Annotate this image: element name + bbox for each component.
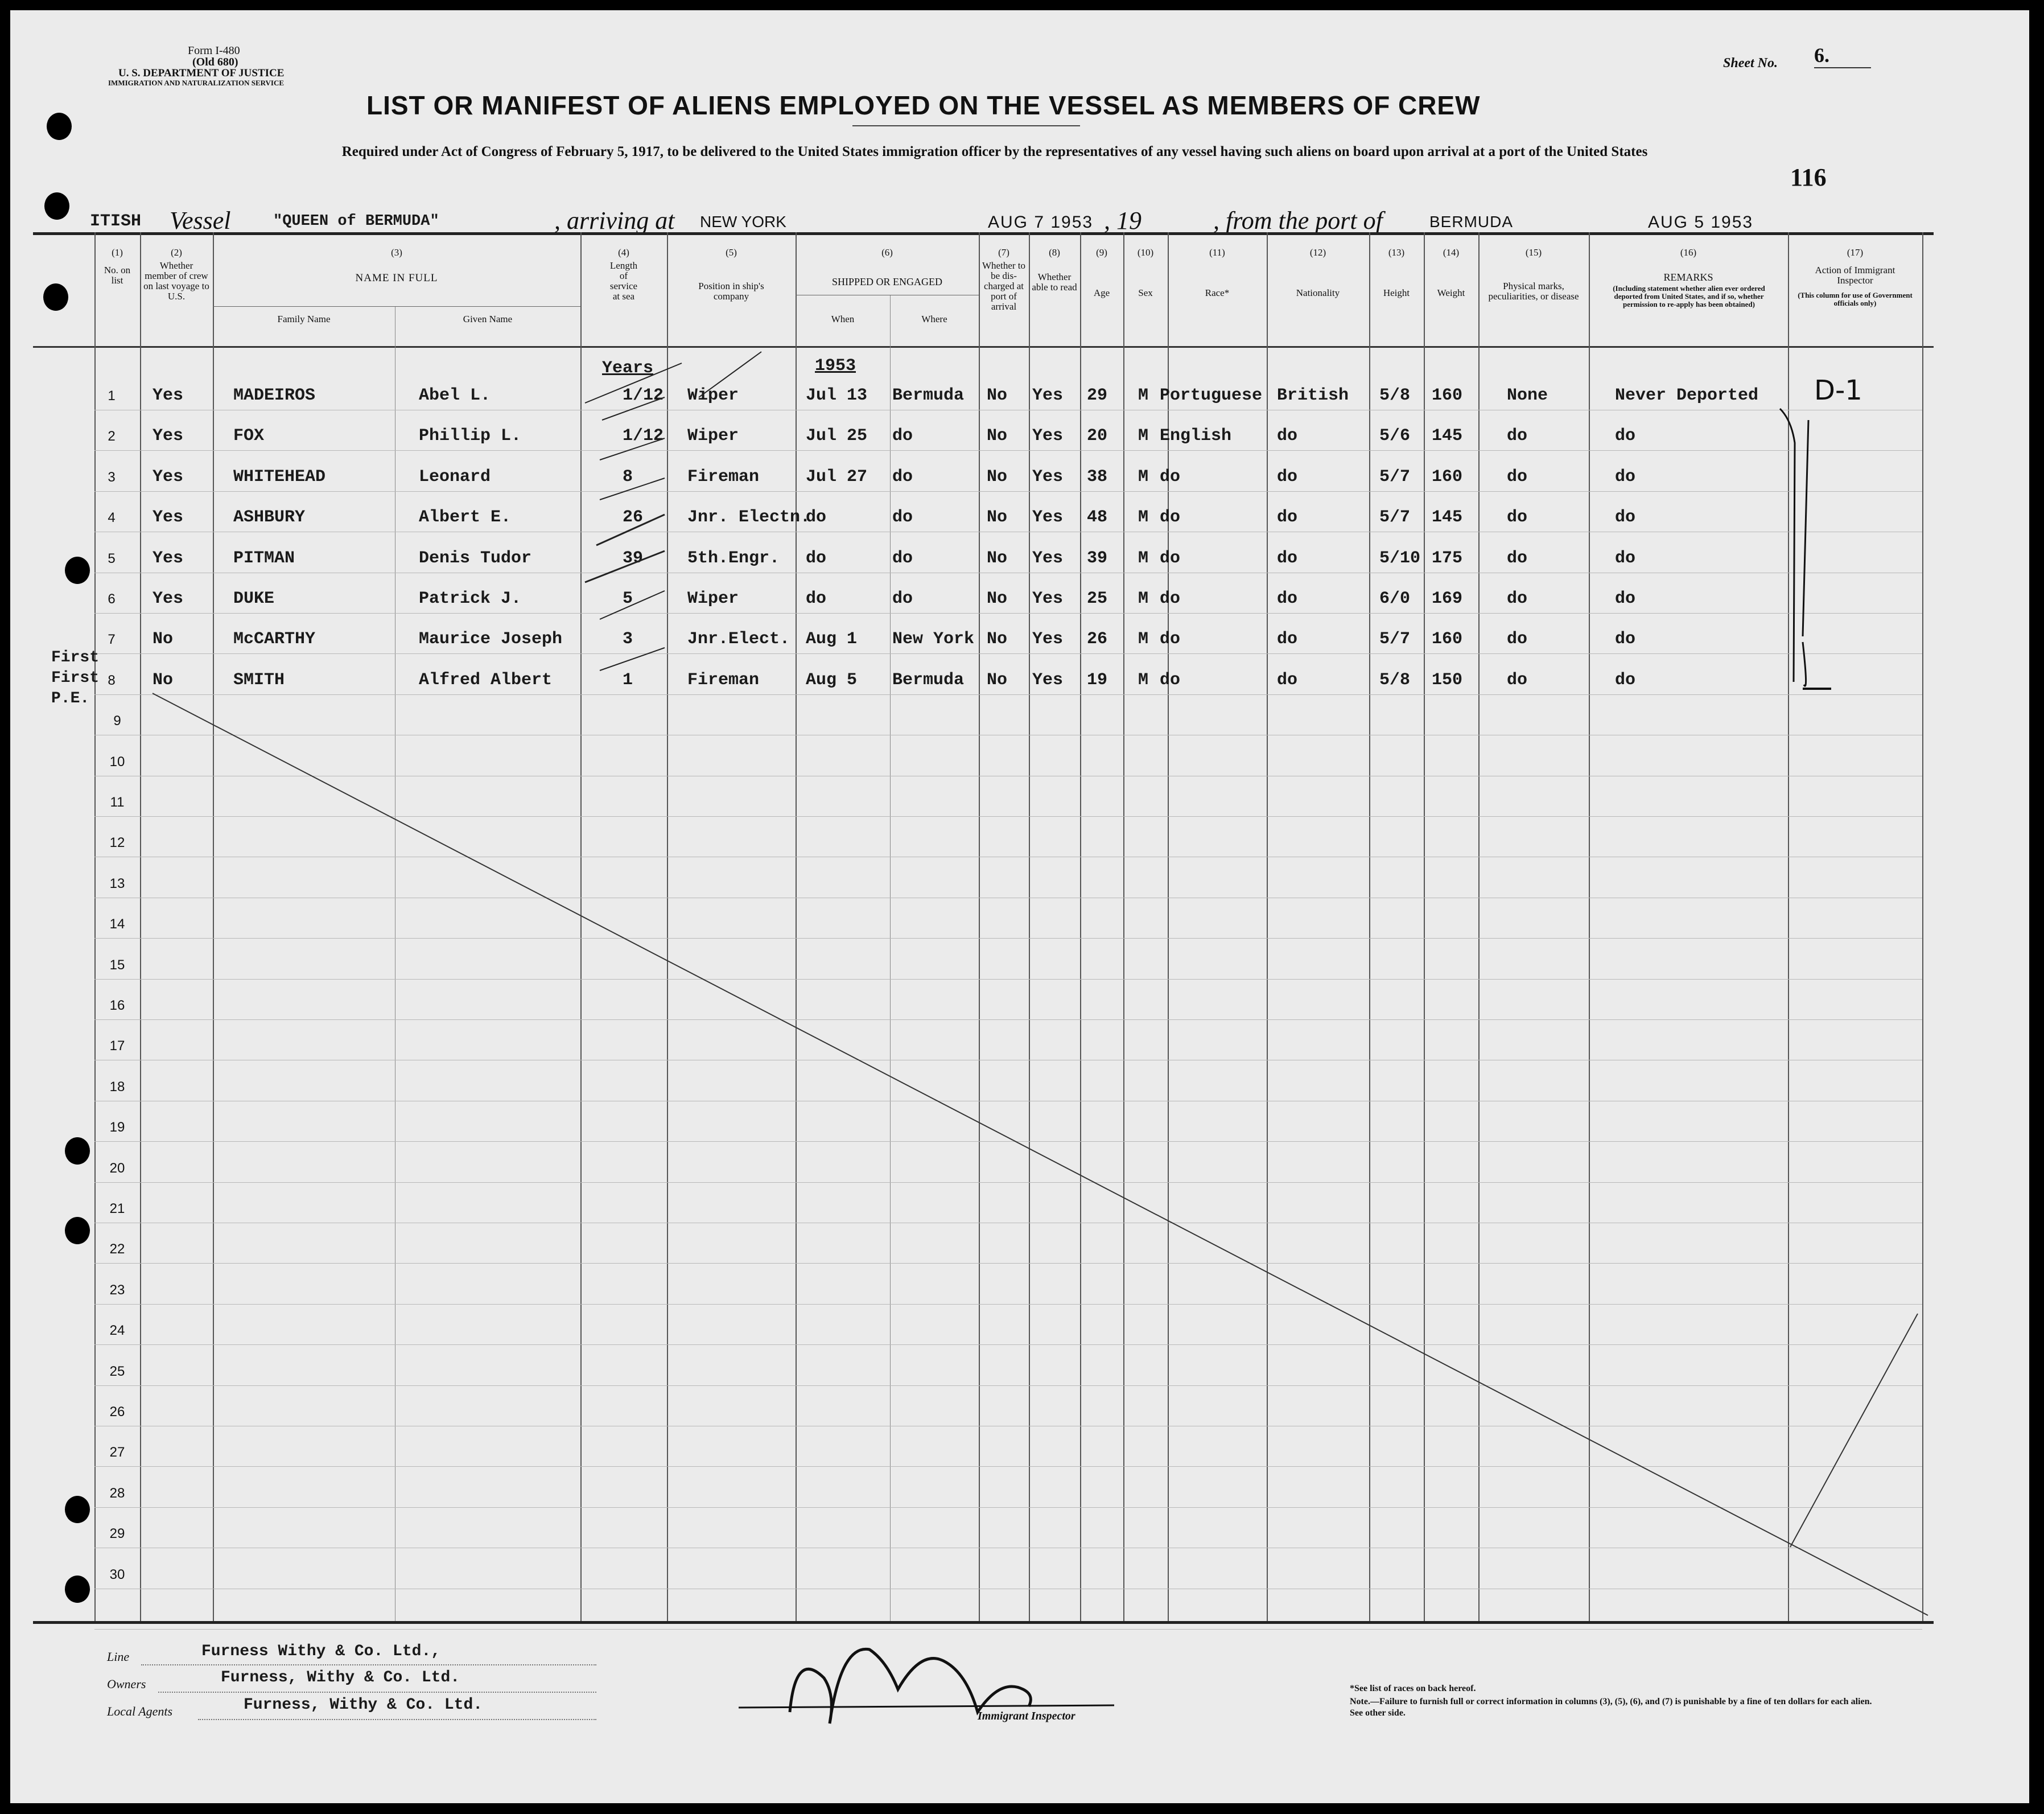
requirement-text: Required under Act of Congress of February 5, 1917, to be delivered to the United States immigration officer by the representatives of any vessel having such aliens on board upon arrival at a port of the United States bbox=[341, 144, 1648, 159]
col12-header: Nationality bbox=[1296, 287, 1340, 298]
cell-family: ASHBURY bbox=[233, 508, 306, 528]
empty-row-number: 23 bbox=[109, 1282, 125, 1298]
department: U. S. DEPARTMENT OF JUSTICE bbox=[118, 67, 285, 79]
cell-remarks: do bbox=[1615, 467, 1636, 487]
service: IMMIGRATION AND NATURALIZATION SERVICE bbox=[108, 79, 285, 87]
cell-height: 6/0 bbox=[1379, 589, 1411, 608]
cell-discharged: No bbox=[987, 548, 1008, 568]
empty-row-number: 18 bbox=[109, 1079, 125, 1095]
sheet-number: 6. bbox=[1814, 43, 1871, 68]
column-rule bbox=[1922, 232, 1923, 1621]
departure-date: AUG 5 1953 bbox=[1648, 213, 1754, 232]
empty-row-number: 10 bbox=[109, 754, 125, 770]
cell-race: Portuguese bbox=[1160, 386, 1263, 405]
row-number: 3 bbox=[108, 469, 116, 485]
col4-header: Length of service at sea bbox=[609, 260, 638, 302]
cell-remarks: Never Deported bbox=[1615, 386, 1759, 405]
cell-family: PITMAN bbox=[233, 548, 295, 568]
owners-value: Furness, Withy & Co. Ltd. bbox=[221, 1669, 460, 1687]
row-rule bbox=[94, 938, 1922, 939]
col17-number: (17) bbox=[1847, 247, 1864, 258]
cell-height: 5/7 bbox=[1379, 630, 1411, 649]
row-number: 5 bbox=[108, 550, 116, 566]
cell-remarks: do bbox=[1615, 508, 1636, 528]
col9-number: (9) bbox=[1096, 247, 1107, 258]
col10-number: (10) bbox=[1137, 247, 1154, 258]
row-rule bbox=[94, 491, 1922, 492]
cell-nationality: do bbox=[1277, 467, 1298, 487]
empty-row-number: 29 bbox=[109, 1526, 125, 1541]
cell-weight: 145 bbox=[1432, 508, 1463, 528]
column-rule bbox=[979, 232, 980, 1621]
cell-nationality: do bbox=[1277, 630, 1298, 649]
cell-when: Aug 1 bbox=[806, 630, 858, 649]
cell-position: Fireman bbox=[687, 467, 760, 487]
cell-where: Bermuda bbox=[892, 386, 965, 405]
col16-number: (16) bbox=[1680, 247, 1697, 258]
col7-header: Whether to be dis-charged at port of arrival bbox=[982, 260, 1025, 312]
cell-height: 5/7 bbox=[1379, 467, 1411, 487]
cell-sex: M bbox=[1138, 589, 1149, 608]
cell-race: do bbox=[1160, 467, 1181, 487]
cell-race: do bbox=[1160, 630, 1181, 649]
cell-given: Patrick J. bbox=[419, 589, 522, 608]
arriving-label: , arriving at bbox=[554, 207, 675, 235]
cell-nationality: do bbox=[1277, 548, 1298, 568]
inspector-action-mark: D-1 bbox=[1814, 375, 1862, 406]
col6-number: (6) bbox=[881, 247, 893, 258]
col5-header: Position in ship's company bbox=[698, 281, 764, 302]
col11-number: (11) bbox=[1209, 247, 1225, 258]
empty-row-number: 13 bbox=[109, 876, 125, 891]
cell-weight: 145 bbox=[1432, 426, 1463, 446]
row-rule bbox=[94, 694, 1922, 695]
cell-position: Wiper bbox=[687, 426, 739, 446]
col7-number: (7) bbox=[998, 247, 1009, 258]
empty-row-number: 15 bbox=[109, 957, 125, 973]
row-rule bbox=[94, 1629, 1922, 1630]
col15-number: (15) bbox=[1525, 247, 1542, 258]
cell-position: Wiper bbox=[687, 386, 739, 405]
cell-discharged: No bbox=[987, 630, 1008, 649]
col3-header: NAME IN FULL bbox=[355, 272, 438, 284]
column-rule bbox=[1123, 232, 1124, 1621]
row-rule bbox=[94, 613, 1922, 614]
cell-given: Phillip L. bbox=[419, 426, 522, 446]
cell-remarks: do bbox=[1615, 589, 1636, 608]
col14-number: (14) bbox=[1443, 247, 1460, 258]
cell-last-voyage: Yes bbox=[153, 386, 184, 405]
year-subheader: 1953 bbox=[815, 356, 856, 376]
punch-hole bbox=[65, 1217, 90, 1244]
cell-family: McCARTHY bbox=[233, 630, 316, 649]
arrival-date: AUG 7 1953 bbox=[988, 213, 1094, 232]
cell-given: Abel L. bbox=[419, 386, 491, 405]
owners-label: Owners bbox=[107, 1677, 146, 1691]
cell-service: 3 bbox=[623, 630, 633, 649]
cell-age: 48 bbox=[1087, 508, 1108, 528]
cell-when: do bbox=[806, 589, 827, 608]
row-rule bbox=[94, 1466, 1922, 1467]
col17-header: Action of Immigrant Inspector bbox=[1815, 265, 1895, 286]
empty-row-number: 20 bbox=[109, 1161, 125, 1176]
cell-when: do bbox=[806, 548, 827, 568]
col13-header: Height bbox=[1383, 287, 1410, 298]
cell-age: 25 bbox=[1087, 589, 1108, 608]
cell-age: 38 bbox=[1087, 467, 1108, 487]
cell-discharged: No bbox=[987, 589, 1008, 608]
col14-header: Weight bbox=[1437, 287, 1465, 298]
empty-row-number: 17 bbox=[109, 1038, 125, 1054]
cell-height: 5/10 bbox=[1379, 548, 1421, 568]
cell-sex: M bbox=[1138, 467, 1149, 487]
col3-given-header: Given Name bbox=[463, 314, 513, 324]
cell-position: Wiper bbox=[687, 589, 739, 608]
row-number: 4 bbox=[108, 510, 116, 526]
cell-marks: do bbox=[1507, 467, 1528, 487]
column-rule bbox=[1029, 232, 1030, 1621]
empty-row-number: 22 bbox=[109, 1241, 125, 1257]
cell-when: do bbox=[806, 508, 827, 528]
cell-service: 8 bbox=[623, 467, 633, 487]
cell-marks: do bbox=[1507, 589, 1528, 608]
column-rule bbox=[213, 232, 214, 1621]
empty-row-number: 24 bbox=[109, 1323, 125, 1338]
cell-remarks: do bbox=[1615, 630, 1636, 649]
cell-family: FOX bbox=[233, 426, 265, 446]
cell-nationality: do bbox=[1277, 426, 1298, 446]
form-number: Form I-480 bbox=[188, 44, 240, 57]
row-rule bbox=[94, 1385, 1922, 1386]
line-dotted bbox=[141, 1664, 596, 1665]
column-rule bbox=[1478, 232, 1480, 1621]
row-number: 6 bbox=[108, 591, 116, 607]
owners-dotted bbox=[158, 1692, 596, 1693]
cell-read: Yes bbox=[1032, 630, 1064, 649]
cell-last-voyage: Yes bbox=[153, 589, 184, 608]
table-bottom-border bbox=[33, 1621, 1934, 1624]
row-rule bbox=[94, 1507, 1922, 1508]
cell-given: Denis Tudor bbox=[419, 548, 532, 568]
punch-hole bbox=[43, 283, 68, 311]
cell-age: 19 bbox=[1087, 670, 1108, 690]
table-header-border bbox=[33, 346, 1934, 348]
col17-subheader: (This column for use of Government officials only) bbox=[1798, 291, 1913, 307]
from-label: , from the port of bbox=[1213, 207, 1383, 235]
row-rule bbox=[94, 653, 1922, 654]
cell-where: New York bbox=[892, 630, 975, 649]
col1-header: No. on list bbox=[104, 265, 131, 286]
empty-row-number: 26 bbox=[109, 1404, 125, 1420]
inspector-label: Immigrant Inspector bbox=[978, 1710, 1075, 1722]
row-rule bbox=[94, 1141, 1922, 1142]
cell-sex: M bbox=[1138, 426, 1149, 446]
cell-height: 5/8 bbox=[1379, 386, 1411, 405]
cell-sex: M bbox=[1138, 508, 1149, 528]
cell-remarks: do bbox=[1615, 670, 1636, 690]
cell-race: do bbox=[1160, 589, 1181, 608]
cell-last-voyage: Yes bbox=[153, 508, 184, 528]
stamp-number: 116 bbox=[1790, 163, 1827, 191]
row-rule bbox=[94, 1304, 1922, 1305]
cell-nationality: do bbox=[1277, 670, 1298, 690]
row-number: 8 bbox=[108, 672, 116, 688]
form-old-number: (Old 680) bbox=[192, 56, 238, 68]
empty-row-number: 14 bbox=[109, 916, 125, 932]
punch-hole bbox=[65, 557, 90, 584]
empty-row-number: 30 bbox=[109, 1567, 125, 1582]
col6-where-header: Where bbox=[921, 314, 947, 324]
agents-value: Furness, Withy & Co. Ltd. bbox=[244, 1696, 483, 1714]
cell-when: Jul 13 bbox=[806, 386, 868, 405]
row-number: 7 bbox=[108, 632, 116, 648]
empty-row-number: 19 bbox=[109, 1120, 125, 1135]
cell-discharged: No bbox=[987, 508, 1008, 528]
vessel-nationality: ITISH bbox=[90, 212, 142, 231]
cell-given: Maurice Joseph bbox=[419, 630, 563, 649]
row-rule bbox=[94, 816, 1922, 817]
cell-when: Jul 25 bbox=[806, 426, 868, 446]
column-rule bbox=[1080, 232, 1081, 1621]
name-subheader-rule bbox=[213, 306, 580, 307]
column-rule bbox=[1788, 232, 1789, 1621]
line-value: Furness Withy & Co. Ltd., bbox=[201, 1643, 441, 1660]
cell-last-voyage: No bbox=[153, 670, 174, 690]
column-rule bbox=[796, 232, 797, 1621]
agents-label: Local Agents bbox=[107, 1704, 173, 1718]
col1-number: (1) bbox=[112, 247, 123, 258]
cell-where: Bermuda bbox=[892, 670, 965, 690]
title-underline bbox=[852, 125, 1080, 126]
cell-sex: M bbox=[1138, 386, 1149, 405]
cell-given: Albert E. bbox=[419, 508, 512, 528]
cell-read: Yes bbox=[1032, 426, 1064, 446]
punch-hole bbox=[65, 1137, 90, 1165]
col2-number: (2) bbox=[171, 247, 182, 258]
column-rule bbox=[890, 295, 891, 1621]
empty-row-number: 21 bbox=[109, 1201, 125, 1216]
cell-discharged: No bbox=[987, 467, 1008, 487]
cell-position: 5th.Engr. bbox=[687, 548, 780, 568]
cell-sex: M bbox=[1138, 548, 1149, 568]
cell-race: do bbox=[1160, 508, 1181, 528]
cell-when: Jul 27 bbox=[806, 467, 868, 487]
cell-weight: 150 bbox=[1432, 670, 1463, 690]
punch-hole bbox=[65, 1496, 90, 1523]
col8-header: Whether able to read bbox=[1032, 272, 1077, 293]
sheet-label: Sheet No. bbox=[1723, 56, 1778, 71]
cell-discharged: No bbox=[987, 386, 1008, 405]
table-top-border bbox=[33, 232, 1934, 235]
col2-header: Whether member of crew on last voyage to U.S. bbox=[143, 260, 209, 302]
cell-age: 39 bbox=[1087, 548, 1108, 568]
cell-where: do bbox=[892, 508, 913, 528]
note-penalty: Note.—Failure to furnish full or correct information in columns (3), (5), (6), and (7) is punishable by a fine of ten dollars for each alien. See other side. bbox=[1350, 1697, 1872, 1718]
cell-service: 1/12 bbox=[623, 426, 664, 446]
col6-header: SHIPPED OR ENGAGED bbox=[831, 276, 942, 287]
empty-row-number: 27 bbox=[109, 1445, 125, 1460]
col15-header: Physical marks, peculiarities, or disease bbox=[1488, 281, 1579, 302]
cell-last-voyage: Yes bbox=[153, 467, 184, 487]
cell-where: do bbox=[892, 589, 913, 608]
years-subheader: Years bbox=[602, 359, 654, 378]
cell-when: Aug 5 bbox=[806, 670, 858, 690]
row-rule bbox=[94, 1182, 1922, 1183]
cell-height: 5/7 bbox=[1379, 508, 1411, 528]
cell-age: 29 bbox=[1087, 386, 1108, 405]
cell-position: Jnr.Elect. bbox=[687, 630, 790, 649]
row-rule bbox=[94, 979, 1922, 980]
cell-weight: 160 bbox=[1432, 386, 1463, 405]
row-rule bbox=[94, 1019, 1922, 1020]
cell-remarks: do bbox=[1615, 426, 1636, 446]
col8-number: (8) bbox=[1049, 247, 1060, 258]
vessel-name: "QUEEN of BERMUDA" bbox=[273, 213, 439, 230]
cell-nationality: do bbox=[1277, 508, 1298, 528]
cell-where: do bbox=[892, 426, 913, 446]
cell-last-voyage: No bbox=[153, 630, 174, 649]
row-number: 1 bbox=[108, 388, 116, 404]
cell-discharged: No bbox=[987, 426, 1008, 446]
col11-header: Race* bbox=[1205, 287, 1230, 298]
margin-note-row8b: P.E. bbox=[51, 690, 90, 707]
col12-number: (12) bbox=[1309, 247, 1326, 258]
margin-note-row7: First bbox=[51, 649, 100, 667]
vessel-label: Vessel bbox=[170, 207, 231, 235]
column-rule bbox=[1369, 232, 1370, 1621]
column-rule bbox=[580, 232, 582, 1621]
empty-row-number: 25 bbox=[109, 1364, 125, 1379]
column-rule bbox=[140, 232, 141, 1621]
col5-number: (5) bbox=[726, 247, 737, 258]
cell-given: Alfred Albert bbox=[419, 670, 553, 690]
cell-race: do bbox=[1160, 548, 1181, 568]
page-title: LIST OR MANIFEST OF ALIENS EMPLOYED ON THE VESSEL AS MEMBERS OF CREW bbox=[366, 91, 1481, 120]
cell-marks: None bbox=[1507, 386, 1548, 405]
cell-read: Yes bbox=[1032, 670, 1064, 690]
manifest-sheet bbox=[10, 10, 2029, 1803]
col6-when-header: When bbox=[831, 314, 855, 324]
cell-service: 1 bbox=[623, 670, 633, 690]
column-rule bbox=[667, 232, 668, 1621]
cell-where: do bbox=[892, 548, 913, 568]
cell-nationality: British bbox=[1277, 386, 1349, 405]
line-label: Line bbox=[107, 1650, 130, 1664]
cell-read: Yes bbox=[1032, 589, 1064, 608]
cell-sex: M bbox=[1138, 630, 1149, 649]
cell-nationality: do bbox=[1277, 589, 1298, 608]
empty-row-number: 28 bbox=[109, 1486, 125, 1501]
cell-given: Leonard bbox=[419, 467, 491, 487]
punch-hole bbox=[65, 1576, 90, 1603]
margin-note-row8a: First bbox=[51, 669, 100, 687]
cell-marks: do bbox=[1507, 426, 1528, 446]
cell-race: English bbox=[1160, 426, 1232, 446]
cell-weight: 175 bbox=[1432, 548, 1463, 568]
cell-height: 5/8 bbox=[1379, 670, 1411, 690]
note-races: *See list of races on back hereof. bbox=[1350, 1684, 1476, 1693]
cell-family: MADEIROS bbox=[233, 386, 316, 405]
col13-number: (13) bbox=[1388, 247, 1405, 258]
column-rule bbox=[1424, 232, 1425, 1621]
cell-weight: 160 bbox=[1432, 467, 1463, 487]
empty-row-number: 9 bbox=[113, 713, 121, 729]
column-rule bbox=[1589, 232, 1590, 1621]
cell-weight: 160 bbox=[1432, 630, 1463, 649]
empty-row-number: 12 bbox=[109, 835, 125, 850]
cell-family: DUKE bbox=[233, 589, 275, 608]
punch-hole bbox=[44, 192, 69, 220]
cell-where: do bbox=[892, 467, 913, 487]
empty-row-number: 16 bbox=[109, 998, 125, 1013]
cell-marks: do bbox=[1507, 630, 1528, 649]
agents-dotted bbox=[198, 1719, 596, 1720]
cell-position: Fireman bbox=[687, 670, 760, 690]
col3-family-header: Family Name bbox=[277, 314, 331, 324]
col10-header: Sex bbox=[1138, 287, 1153, 298]
cell-race: do bbox=[1160, 670, 1181, 690]
cell-read: Yes bbox=[1032, 386, 1064, 405]
cell-last-voyage: Yes bbox=[153, 426, 184, 446]
row-rule bbox=[94, 1263, 1922, 1264]
cell-height: 5/6 bbox=[1379, 426, 1411, 446]
cell-service: 39 bbox=[623, 548, 644, 568]
row-number: 2 bbox=[108, 429, 116, 445]
cell-service: 26 bbox=[623, 508, 644, 528]
cell-marks: do bbox=[1507, 548, 1528, 568]
cell-age: 20 bbox=[1087, 426, 1108, 446]
cell-family: SMITH bbox=[233, 670, 285, 690]
cell-service: 5 bbox=[623, 589, 633, 608]
cell-sex: M bbox=[1138, 670, 1149, 690]
cell-read: Yes bbox=[1032, 467, 1064, 487]
col16-subheader: (Including statement whether alien ever ordered deported from United States, and if so, whether permission to re-apply has been obtained) bbox=[1613, 284, 1765, 308]
cell-service: 1/12 bbox=[623, 386, 664, 405]
row-rule bbox=[94, 1344, 1922, 1345]
punch-hole bbox=[47, 113, 72, 140]
cell-family: WHITEHEAD bbox=[233, 467, 326, 487]
cell-read: Yes bbox=[1032, 548, 1064, 568]
cell-marks: do bbox=[1507, 508, 1528, 528]
column-rule bbox=[1267, 232, 1268, 1621]
cell-weight: 169 bbox=[1432, 589, 1463, 608]
arriving-port: NEW YORK bbox=[700, 213, 786, 231]
from-port: BERMUDA bbox=[1429, 213, 1514, 231]
cell-position: Jnr. Electn. bbox=[687, 508, 811, 528]
year-label: , 19 bbox=[1104, 207, 1141, 235]
cell-age: 26 bbox=[1087, 630, 1108, 649]
cell-discharged: No bbox=[987, 670, 1008, 690]
col3-number: (3) bbox=[391, 247, 402, 258]
col16-header: REMARKS bbox=[1663, 272, 1713, 283]
col4-number: (4) bbox=[618, 247, 629, 258]
empty-row-number: 11 bbox=[110, 795, 125, 810]
cell-last-voyage: Yes bbox=[153, 548, 184, 568]
row-rule bbox=[94, 450, 1922, 451]
col9-header: Age bbox=[1093, 287, 1110, 298]
cell-marks: do bbox=[1507, 670, 1528, 690]
cell-read: Yes bbox=[1032, 508, 1064, 528]
cell-remarks: do bbox=[1615, 548, 1636, 568]
